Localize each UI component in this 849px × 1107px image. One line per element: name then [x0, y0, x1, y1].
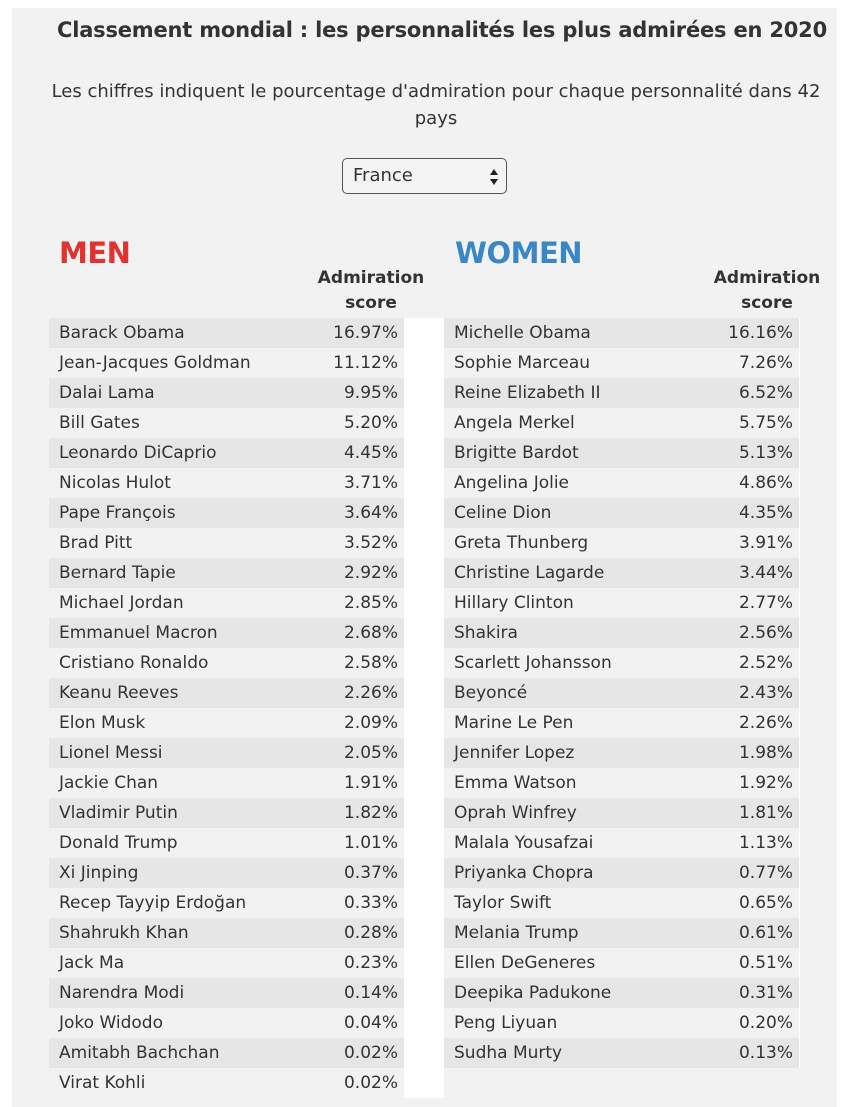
list-item: [49, 468, 404, 498]
list-item: [49, 1038, 404, 1068]
person-name: Sophie Marceau: [454, 353, 591, 373]
person-name: Dalai Lama: [59, 383, 155, 403]
admiration-score: 2.43%: [738, 683, 793, 703]
admiration-score: 1.13%: [738, 833, 793, 853]
page-title: Classement mondial : les personnalités les plus admirées en 2020: [56, 18, 828, 42]
admiration-score: 3.71%: [343, 473, 398, 493]
person-name: Leonardo DiCaprio: [59, 443, 217, 463]
admiration-score: 0.31%: [738, 983, 793, 1003]
person-name: Pape François: [59, 503, 176, 523]
person-name: Brigitte Bardot: [454, 443, 579, 463]
person-name: Cristiano Ronaldo: [59, 653, 209, 673]
admiration-score: 0.37%: [343, 863, 398, 883]
list-item: [444, 858, 799, 888]
person-name: Xi Jinping: [59, 863, 139, 883]
person-name: Michael Jordan: [59, 593, 184, 613]
person-name: Hillary Clinton: [454, 593, 574, 613]
admiration-score: 3.44%: [738, 563, 793, 583]
list-item: [49, 978, 404, 1008]
person-name: Jack Ma: [59, 953, 125, 973]
admiration-score: 1.01%: [343, 833, 398, 853]
person-name: Jean-Jacques Goldman: [59, 353, 251, 373]
country-select-value: France: [353, 165, 413, 186]
list-item: [49, 858, 404, 888]
men-score-header: Admiration score: [317, 268, 425, 313]
person-name: Nicolas Hulot: [59, 473, 171, 493]
person-name: Shahrukh Khan: [59, 923, 189, 943]
list-item: [49, 378, 404, 408]
list-item: [49, 948, 404, 978]
list-item: [49, 1008, 404, 1038]
admiration-score: 5.13%: [738, 443, 793, 463]
person-name: Priyanka Chopra: [454, 863, 594, 883]
admiration-score: 1.82%: [343, 803, 398, 823]
person-name: Bill Gates: [59, 413, 140, 433]
person-name: Michelle Obama: [454, 323, 591, 343]
list-item: [49, 888, 404, 918]
select-arrows-icon: [490, 169, 498, 185]
admiration-score: 4.45%: [343, 443, 398, 463]
admiration-score: 0.51%: [738, 953, 793, 973]
person-name: Shakira: [454, 623, 518, 643]
admiration-score: 2.05%: [343, 743, 398, 763]
list-item: [444, 378, 799, 408]
admiration-score: 0.28%: [343, 923, 398, 943]
person-name: Joko Widodo: [59, 1013, 164, 1033]
person-name: Peng Liyuan: [454, 1013, 558, 1033]
admiration-score: 16.97%: [333, 323, 398, 343]
list-item: [444, 318, 799, 348]
person-name: Scarlett Johansson: [454, 653, 612, 673]
admiration-score: 4.86%: [738, 473, 793, 493]
list-item: [49, 348, 404, 378]
person-name: Elon Musk: [59, 713, 146, 733]
list-item: [49, 648, 404, 678]
admiration-score: 3.52%: [343, 533, 398, 553]
list-item: [444, 408, 799, 438]
person-name: Malala Yousafzai: [454, 833, 594, 853]
admiration-score: 0.02%: [343, 1073, 398, 1093]
admiration-score: 2.09%: [343, 713, 398, 733]
person-name: Bernard Tapie: [59, 563, 176, 583]
admiration-score: 2.52%: [738, 653, 793, 673]
list-item: [444, 438, 799, 468]
admiration-score: 0.13%: [738, 1043, 793, 1063]
admiration-score: 2.85%: [343, 593, 398, 613]
person-name: Deepika Padukone: [454, 983, 612, 1003]
men-heading: MEN: [59, 236, 131, 270]
person-name: Virat Kohli: [59, 1073, 146, 1093]
list-item: [49, 1068, 404, 1098]
list-item: [49, 918, 404, 948]
list-item: [49, 588, 404, 618]
list-item: [444, 738, 799, 768]
person-name: Jackie Chan: [59, 773, 159, 793]
admiration-score: 7.26%: [738, 353, 793, 373]
admiration-score: 3.64%: [343, 503, 398, 523]
person-name: Marine Le Pen: [454, 713, 574, 733]
person-name: Donald Trump: [59, 833, 178, 853]
person-name: Greta Thunberg: [454, 533, 589, 553]
list-item: [444, 528, 799, 558]
admiration-score: 2.77%: [738, 593, 793, 613]
person-name: Keanu Reeves: [59, 683, 179, 703]
list-item: [49, 498, 404, 528]
admiration-score: 5.75%: [738, 413, 793, 433]
admiration-score: 6.52%: [738, 383, 793, 403]
admiration-score: 3.91%: [738, 533, 793, 553]
admiration-score: 5.20%: [343, 413, 398, 433]
list-item: [49, 708, 404, 738]
list-item: [49, 558, 404, 588]
person-name: Taylor Swift: [454, 893, 552, 913]
list-item: [444, 618, 799, 648]
admiration-score: 0.23%: [343, 953, 398, 973]
person-name: Emma Watson: [454, 773, 577, 793]
list-item: [444, 1008, 799, 1038]
admiration-score: 2.58%: [343, 653, 398, 673]
list-item: [444, 798, 799, 828]
admiration-score: 1.92%: [738, 773, 793, 793]
admiration-score: 2.92%: [343, 563, 398, 583]
list-item: [49, 528, 404, 558]
list-item: [49, 738, 404, 768]
admiration-score: 2.26%: [343, 683, 398, 703]
person-name: Christine Lagarde: [454, 563, 605, 583]
admiration-score: 11.12%: [333, 353, 398, 373]
admiration-score: 2.26%: [738, 713, 793, 733]
admiration-score: 9.95%: [343, 383, 398, 403]
list-item: [49, 768, 404, 798]
admiration-score: 4.35%: [738, 503, 793, 523]
list-item: [444, 978, 799, 1008]
person-name: Barack Obama: [59, 323, 185, 343]
men-ranking-list: [49, 318, 444, 1098]
country-select[interactable]: [342, 158, 507, 194]
admiration-score: 0.65%: [738, 893, 793, 913]
person-name: Angelina Jolie: [454, 473, 570, 493]
person-name: Sudha Murty: [454, 1043, 563, 1063]
admiration-score: 0.77%: [738, 863, 793, 883]
admiration-score: 1.98%: [738, 743, 793, 763]
person-name: Emmanuel Macron: [59, 623, 218, 643]
person-name: Celine Dion: [454, 503, 552, 523]
list-item: [49, 678, 404, 708]
admiration-score: 1.91%: [343, 773, 398, 793]
person-name: Lionel Messi: [59, 743, 163, 763]
list-item: [49, 438, 404, 468]
person-name: Narendra Modi: [59, 983, 185, 1003]
person-name: Amitabh Bachchan: [59, 1043, 220, 1063]
admiration-score: 16.16%: [728, 323, 793, 343]
admiration-score: 0.14%: [343, 983, 398, 1003]
person-name: Brad Pitt: [59, 533, 133, 553]
person-name: Oprah Winfrey: [454, 803, 577, 823]
person-name: Melania Trump: [454, 923, 579, 943]
list-item: [49, 318, 404, 348]
list-item: [444, 948, 799, 978]
admiration-score: 0.20%: [738, 1013, 793, 1033]
list-item: [444, 348, 799, 378]
list-item: [444, 648, 799, 678]
person-name: Vladimir Putin: [59, 803, 178, 823]
person-name: Reine Elizabeth II: [454, 383, 601, 403]
admiration-score: 0.04%: [343, 1013, 398, 1033]
admiration-score: 2.56%: [738, 623, 793, 643]
list-item: [49, 798, 404, 828]
list-item: [444, 1038, 799, 1068]
list-item: [444, 918, 799, 948]
person-name: Beyoncé: [454, 683, 528, 703]
admiration-score: 1.81%: [738, 803, 793, 823]
person-name: Recep Tayyip Erdoğan: [59, 893, 247, 913]
admiration-score: 0.61%: [738, 923, 793, 943]
women-score-header: Admiration score: [713, 268, 821, 313]
list-item: [49, 618, 404, 648]
admiration-score: 2.68%: [343, 623, 398, 643]
list-item: [49, 408, 404, 438]
list-item: [444, 828, 799, 858]
person-name: Jennifer Lopez: [454, 743, 575, 763]
list-item: [444, 768, 799, 798]
list-item: [444, 468, 799, 498]
admiration-score: 0.33%: [343, 893, 398, 913]
admiration-score: 0.02%: [343, 1043, 398, 1063]
women-heading: WOMEN: [455, 236, 583, 270]
list-item: [444, 588, 799, 618]
list-item: [444, 708, 799, 738]
list-item: [444, 498, 799, 528]
person-name: Angela Merkel: [454, 413, 575, 433]
women-ranking-list: [444, 318, 800, 1068]
list-item: [444, 888, 799, 918]
list-item: [49, 828, 404, 858]
person-name: Ellen DeGeneres: [454, 953, 596, 973]
page-subtitle: Les chiffres indiquent le pourcentage d'admiration pour chaque personnalité dans 42 pays: [51, 81, 821, 129]
list-item: [444, 558, 799, 588]
list-item: [444, 678, 799, 708]
